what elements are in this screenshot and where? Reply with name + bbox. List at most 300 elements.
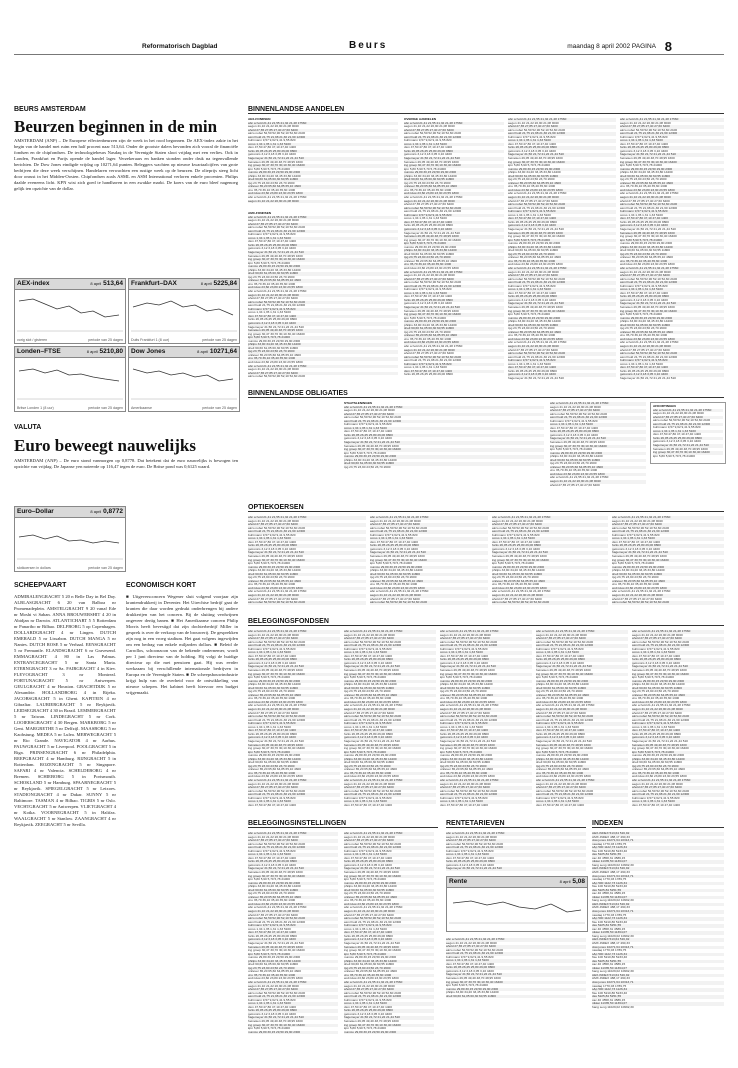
table-row: vnu 35,70 36,10 35,40 35,60 1300 [248, 582, 296, 587]
table-row: ahold 27,65 27,85 27,40 27,60 6400 [248, 786, 340, 790]
table-row: fortis 26,05 26,25 25,80 26,00 8800 [404, 299, 504, 303]
table-row: corus 1,34 1,35 1,31 1,33 5100 [632, 800, 724, 804]
table-row: ing groep 30,47 30,70 30,10 30,40 16400 [248, 673, 340, 677]
economisch-body: ■ Uitgeversconcern Wegener sluit volgend voorjaar zijn krantendrukkerij in Deventer. Het Utrechtse bedrijf gaat de kranten die daar worden gedrukt onderbrengen bij andere drukkerijen van het concern. Bij de sluiting verdwijnen ongeveer dertig banen. ■ Het Amerikaanse concern Philip Morris heeft bevestigd dat zijn dochterbedrijf Miller in gesprek is over de verkoop van de brouwerij. De gesprekken zijn nog in een vroeg stadium. Het gaat volgens ingewijden om een bedrag van enkele miljarden dollars. ■ Beleid de Carrollos, schoonzoon van de bekende ondernemer, wordt per 1 juni directeur van de holding. Hij volgt de huidige directeur op die met pensioen gaat. Hij was eerder werkzaam bij verschillende internationale bedrijven in Europa en de Verenigde Staten. ■ De scheepsbouwindustrie krijgt hulp van de overheid voor de ontwikkeling van nieuwe schepen. Het kabinet heeft hiervoor een budget vrijgemaakt. [126, 594, 238, 695]
table-row: asml hold 21,75 21,98 21,30 21,60 12300 [550, 416, 646, 420]
table-row: akzo nobel 52,50 52,90 52,10 52,60 2100 [492, 601, 608, 605]
table-row: shell 60,60 61,05 60,30 60,55 11800 [248, 345, 299, 350]
table-row: akzo nobel 52,50 52,90 52,10 52,60 2100 [492, 525, 550, 530]
table-row: ing groep 30,47 30,70 30,10 30,40 16400 [344, 448, 544, 452]
table-row: buhrmann 9,57 9,62 9,41 9,55 820 [344, 646, 392, 651]
table-row: numico 29,80 30,15 29,50 29,90 2300 [248, 680, 340, 684]
table-row: heineken 49,05 49,40 48,70 48,95 1600 [612, 554, 667, 559]
table-row: shell 60,60 61,05 60,30 60,55 11800 [344, 760, 395, 765]
table-row: dsm 47,50 47,80 47,10 47,40 1400 [620, 290, 668, 295]
publication-name: Reformatorisch Dagblad [142, 43, 218, 50]
table-row: ahold 27,65 27,85 27,40 27,60 6400 [248, 710, 298, 715]
table-row: dax 5225,84 5251,55 [592, 924, 724, 928]
table-row: kpn 5,80 5,90 5,70 5,78 21000 [344, 751, 436, 755]
table-row: fortis 26,05 26,25 25,80 26,00 8800 [344, 434, 544, 438]
table-row: getronics 3,12 3,18 3,05 3,10 4400 [508, 297, 556, 302]
table-row: tpg 23,75 23,90 23,50 23,70 2600 [248, 765, 340, 769]
table-row: tpg 23,75 23,90 23,50 23,70 2600 [344, 765, 436, 769]
table-row: abn a hold 21,41 21,55 21,32 21,48 17560 [370, 589, 429, 594]
table-row: shell 60,60 61,05 60,30 60,55 11800 [344, 462, 544, 466]
page-number: 8 [664, 39, 672, 54]
table-row: ing groep 30,47 30,70 30,10 30,40 16400 [492, 559, 608, 563]
table-row: dow jones 10271,64 10313,71 [592, 875, 724, 879]
table-row: philips 33,90 34,20 33,45 33,80 14200 [632, 758, 724, 762]
table-row: heineken 49,05 49,40 48,70 48,95 1600 [404, 159, 459, 164]
table-row: wolt kluw 23,60 23,80 23,30 23,55 1800 [440, 774, 495, 779]
table-row: abn a hold 21,41 21,55 21,32 21,48 17560 [404, 344, 463, 348]
table-row: getronics 3,12 3,18 3,05 3,10 4400 [536, 660, 584, 665]
table-row: ahold 27,65 27,85 27,40 27,60 6400 [344, 786, 436, 790]
table-row: dsm 47,50 47,80 47,10 47,40 1400 [344, 1004, 392, 1009]
table-row: vnu 35,70 36,10 35,40 35,60 1300 [248, 281, 296, 286]
chart-title: Euro–Dollar [17, 508, 54, 515]
table-row: ing groep 30,47 30,70 30,10 30,40 16400 [248, 559, 366, 563]
table-row: shell 60,60 61,05 60,30 60,55 11800 [404, 327, 504, 331]
table-row: abn a hold 21,41 21,55 21,32 21,48 17560 [508, 340, 567, 345]
table-row: dow jones 10271,64 10313,71 [592, 839, 724, 843]
table-row: abn a hold 21,41 21,55 21,32 21,48 17560 [248, 516, 366, 520]
table-row: hang seng 11029,02 10992,30 [592, 933, 634, 938]
table-row: asml hold 21,75 21,98 21,30 21,60 12300 [508, 132, 616, 136]
table-row: akzo nobel 52,50 52,90 52,10 52,60 2100 [440, 639, 498, 644]
table-row: akzo nobel 52,50 52,90 52,10 52,60 2100 [536, 788, 594, 793]
table-row: vnu 35,70 36,10 35,40 35,60 1300 [536, 772, 628, 776]
table-row: ftse 100 5210,80 5233,40 [592, 848, 628, 853]
table-row: fortis 26,05 26,25 25,80 26,00 8800 [446, 966, 586, 970]
table-row: ahold 27,65 27,85 27,40 27,60 6400 [248, 912, 298, 917]
table-row: aegon 21,10 21,22 20,90 21,08 9040 [632, 632, 683, 637]
table-row: ahold 27,65 27,85 27,40 27,60 6400 [632, 637, 724, 641]
table-row: vnu 35,70 36,10 35,40 35,60 1300 [344, 772, 436, 776]
table-row: unilever 65,20 65,60 64,85 65,10 4600 [344, 969, 397, 974]
table-row: ahold 27,65 27,85 27,40 27,60 6400 [508, 125, 616, 129]
table-row: asml hold 21,75 21,98 21,30 21,60 12300 [344, 717, 402, 722]
table-row: shell 60,60 61,05 60,30 60,55 11800 [440, 687, 532, 691]
table-row: kpn 5,80 5,90 5,70 5,78 21000 [344, 877, 386, 882]
table-row: corus 1,34 1,35 1,31 1,33 5100 [620, 288, 724, 292]
valuta-kicker: VALUTA [14, 424, 42, 431]
table-row: hagemeyer 21,50 21,72 21,22 21,44 510 [440, 665, 532, 669]
obligaties-table-2 [550, 402, 646, 492]
table-row: fortis 26,05 26,25 25,80 26,00 8800 [508, 146, 616, 150]
table-row: abn a hold 21,41 21,55 21,32 21,48 17560 [620, 118, 724, 122]
table-row: ahold 27,65 27,85 27,40 27,60 6400 [620, 274, 724, 278]
table-row: getronics 3,12 3,18 3,05 3,10 4400 [632, 660, 680, 665]
table-row: AMX-INDEX 488,17 490,33 [592, 976, 630, 981]
table-row: abn a hold 21,41 21,55 21,32 21,48 17560 [620, 191, 679, 196]
table-row: hagemeyer 21,50 21,72 21,22 21,44 510 [248, 738, 304, 743]
table-row: asml hold 21,75 21,98 21,30 21,60 12300 [404, 285, 504, 289]
table-row: unilever 65,20 65,60 64,85 65,10 4600 [248, 580, 366, 584]
table-row: ahold 27,65 27,85 27,40 27,60 6400 [248, 988, 338, 992]
table-row: getronics 3,12 3,18 3,05 3,10 4400 [620, 373, 724, 377]
table-row: getronics 3,12 3,18 3,05 3,10 4400 [248, 546, 296, 551]
table-row: corus 1,34 1,35 1,31 1,33 5100 [508, 139, 616, 143]
table-row: aegon 21,10 21,22 20,90 21,08 9040 [492, 518, 543, 523]
table-row: dsm 47,50 47,80 47,10 47,40 1400 [653, 432, 701, 437]
chart-value: 8 april 5225,84 [200, 280, 237, 287]
table-row: heineken 49,05 49,40 48,70 48,95 1600 [446, 976, 501, 981]
table-row: kpn 5,80 5,90 5,70 5,78 21000 [620, 163, 662, 168]
table-row: heineken 49,05 49,40 48,70 48,95 1600 [550, 440, 605, 445]
table-row: buhrmann 9,57 9,62 9,41 9,55 820 [404, 287, 452, 292]
table-row: AEX-INDEX 513,64 516,92 [592, 903, 724, 907]
table-row: corus 1,34 1,35 1,31 1,33 5100 [440, 651, 532, 655]
dow-jones-chart: Dow Jones 8 april 10271,64 Amerikaanse periode van 25 dagen [128, 346, 240, 412]
table-row: wolt kluw 23,60 23,80 23,30 23,55 1800 [370, 587, 488, 591]
table-row: buhrmann 9,57 9,62 9,41 9,55 820 [344, 422, 392, 427]
table-row: tpg 23,75 23,90 23,50 23,70 2600 [248, 967, 338, 971]
table-row: heineken 49,05 49,40 48,70 48,95 1600 [344, 946, 434, 950]
table-row: wolt kluw 23,60 23,80 23,30 23,55 1800 [612, 587, 724, 591]
table-row: nikkei 11335,50 11364,07 [592, 967, 724, 971]
table-row: dax 5225,84 5251,55 [592, 960, 724, 964]
table-row: aegon 21,10 21,22 20,90 21,08 9040 [440, 781, 491, 786]
table-row: AEX-INDEX 513,64 516,92 [592, 832, 724, 836]
newspaper-page [14, 38, 724, 1043]
table-row: getronics 3,12 3,18 3,05 3,10 4400 [404, 301, 452, 306]
table-row: ahold 27,65 27,85 27,40 27,60 6400 [248, 129, 398, 133]
table-row: aegon 21,10 21,22 20,90 21,08 9040 [550, 480, 646, 484]
table-row: kpn 5,80 5,90 5,70 5,78 21000 [370, 561, 412, 566]
table-row: abn a hold 21,41 21,55 21,32 21,48 17560 [404, 271, 504, 275]
table-row: philips 33,90 34,20 33,45 33,80 14200 [404, 173, 457, 178]
table-row: heineken 49,05 49,40 48,70 48,95 1600 [632, 744, 724, 748]
dax-index-chart: Frankfurt–DAX 8 april 5225,84 Duits Frankfurt 1 (8 uur) periode van 25 dagen [128, 278, 240, 344]
table-row: tpg 23,75 23,90 23,50 23,70 2600 [404, 180, 451, 185]
table-row: aegon 21,10 21,22 20,90 21,08 9040 [620, 345, 724, 349]
table-row: akzo nobel 52,50 52,90 52,10 52,60 2100 [248, 788, 306, 793]
table-row: shell 60,60 61,05 60,30 60,55 11800 [440, 760, 491, 765]
table-row: ahold 27,65 27,85 27,40 27,60 6400 [344, 637, 436, 641]
table-row: ing groep 30,47 30,70 30,10 30,40 16400 [620, 234, 677, 239]
table-row: numico 29,80 30,15 29,50 29,90 2300 [248, 265, 398, 269]
table-row: akzo nobel 52,50 52,90 52,10 52,60 2100 [620, 352, 724, 356]
table-row: fortis 26,05 26,25 25,80 26,00 8800 [370, 544, 488, 548]
table-row: hagemeyer 21,50 21,72 21,22 21,44 510 [508, 302, 616, 306]
fondsen-table-3 [440, 630, 532, 810]
table-row: dsm 47,50 47,80 47,10 47,40 1400 [612, 539, 660, 544]
table-row: buhrmann 9,57 9,62 9,41 9,55 820 [536, 795, 584, 800]
table-row: hagemeyer 21,50 21,72 21,22 21,44 510 [632, 738, 688, 743]
table-row: nasdaq 1770,03 1789,75 [592, 877, 627, 882]
table-row: aegon 21,10 21,22 20,90 21,08 9040 [248, 983, 299, 988]
table-row: numico 29,80 30,15 29,50 29,90 2300 [620, 168, 724, 172]
table-row: wolt kluw 23,60 23,80 23,30 23,55 1800 [344, 701, 436, 705]
table-row: buhrmann 9,57 9,62 9,41 9,55 820 [248, 997, 296, 1002]
table-row: kpn 5,80 5,90 5,70 5,78 21000 [248, 336, 398, 340]
table-row: aegon 21,10 21,22 20,90 21,08 9040 [632, 708, 724, 712]
table-row: s&p 500 1122,73 1126,34 [592, 988, 724, 992]
table-row: wolt kluw 23,60 23,80 23,30 23,55 1800 [492, 587, 608, 591]
table-row: akzo nobel 52,50 52,90 52,10 52,60 2100 [370, 525, 428, 530]
table-row: akzo nobel 52,50 52,90 52,10 52,60 2100 [344, 990, 402, 995]
table-row: getronics 3,12 3,18 3,05 3,10 4400 [404, 152, 452, 157]
table-row: aegon 21,10 21,22 20,90 21,08 9040 [344, 408, 395, 413]
table-row: shell 60,60 61,05 60,30 60,55 11800 [248, 889, 338, 893]
table-row: buhrmann 9,57 9,62 9,41 9,55 820 [632, 722, 724, 726]
table-row: kpn 5,80 5,90 5,70 5,78 21000 [620, 239, 724, 243]
table-row: buhrmann 9,57 9,62 9,41 9,55 820 [370, 532, 418, 537]
table-row: fortis 26,05 26,25 25,80 26,00 8800 [248, 1009, 338, 1013]
table-row: numico 29,80 30,15 29,50 29,90 2300 [344, 1031, 434, 1035]
table-row: ahold 27,65 27,85 27,40 27,60 6400 [248, 839, 338, 843]
fondsen-table-5 [632, 630, 724, 810]
table-row: asml hold 21,75 21,98 21,30 21,60 12300 [370, 530, 488, 534]
table-row: corus 1,34 1,35 1,31 1,33 5100 [620, 361, 663, 366]
table-row: getronics 3,12 3,18 3,05 3,10 4400 [536, 736, 628, 740]
table-row: hagemeyer 21,50 21,72 21,22 21,44 510 [248, 551, 366, 555]
table-row: aegon 21,10 21,22 20,90 21,08 9040 [344, 834, 395, 839]
table-row: shell 60,60 61,05 60,30 60,55 11800 [446, 995, 586, 999]
table-row: buhrmann 9,57 9,62 9,41 9,55 820 [536, 722, 628, 726]
table-row: ahold 27,65 27,85 27,40 27,60 6400 [536, 710, 586, 715]
table-row: hagemeyer 21,50 21,72 21,22 21,44 510 [653, 444, 723, 448]
table-row: akzo nobel 52,50 52,90 52,10 52,60 2100 [248, 301, 398, 305]
table-row: philips 33,90 34,20 33,45 33,80 14200 [620, 170, 673, 175]
table-row: getronics 3,12 3,18 3,05 3,10 4400 [248, 660, 296, 665]
table-row: aegon 21,10 21,22 20,90 21,08 9040 [404, 200, 504, 204]
table-row: fortis 26,05 26,25 25,80 26,00 8800 [653, 437, 723, 441]
table-row: numico 29,80 30,15 29,50 29,90 2300 [248, 955, 301, 960]
table-row: shell 60,60 61,05 60,30 60,55 11800 [536, 687, 628, 691]
table-row: wolt kluw 23,60 23,80 23,30 23,55 1800 [632, 774, 687, 779]
table-row: ahold 27,65 27,85 27,40 27,60 6400 [508, 198, 558, 203]
table-row: fortis 26,05 26,25 25,80 26,00 8800 [492, 544, 608, 548]
table-row: abn a hold 21,41 21,55 21,32 21,48 17560 [248, 779, 340, 783]
table-row: aegon 21,10 21,22 20,90 21,08 9040 [404, 349, 504, 353]
table-row: numico 29,80 30,15 29,50 29,90 2300 [248, 1031, 338, 1035]
table-row: nasdaq 1770,03 1789,75 [592, 948, 627, 953]
table-row: heineken 49,05 49,40 48,70 48,95 1600 [248, 870, 303, 875]
table-row: ing groep 30,47 30,70 30,10 30,40 16400 [536, 746, 593, 751]
table-row: buhrmann 9,57 9,62 9,41 9,55 820 [248, 924, 338, 928]
table-row: numico 29,80 30,15 29,50 29,90 2300 [344, 882, 434, 886]
table-row: ahold 27,65 27,85 27,40 27,60 6400 [404, 202, 454, 207]
section-title: Beurs [349, 40, 388, 51]
table-row: tpg 23,75 23,90 23,50 23,70 2600 [508, 326, 555, 331]
table-row: vnu 35,70 36,10 35,40 35,60 1300 [440, 772, 532, 776]
table-row: fortis 26,05 26,25 25,80 26,00 8800 [612, 544, 724, 548]
table-row: vnu 35,70 36,10 35,40 35,60 1300 [508, 260, 616, 264]
aex-fondsen-table: AEX-FONDSEN abn a hold 21,41 21,55 21,32 21,48 17560 aegon 21,10 21,22 20,90 21,08 9040 ahold 27,65 27,85 27,40 27,60 6400 akzo nobel 52,50 52,90 52,10 52,60 2100 asml hold 21,75 21,98 21,30 21,60 12300 buhrmann 9,57 9,62 9,41 9,55 820 corus 1,34 1,35 1,31 1,33 5100 dsm 47,50 47,80 47,10 47,40 1400 fortis 26,05 26,25 25,80 26,00 8800 getronics 3,12 3,18 3,05 3,10 4400 hagemeyer 21,50 21,72 21,22 21,44 510 heineken 49,05 49,40 48,70 48,95 1600 ing groep 30,47 30,70 30,10 30,40 16400 kpn 5,80 5,90 5,70 5,78 21000 numico 29,80 30,15 29,50 29,90 2300 philips 33,90 34,20 33,45 33,80 14200 shell 60,60 61,05 60,30 60,55 11800 tpg 23,75 23,90 23,50 23,70 2600 unilever 65,20 65,60 64,85 65,10 4600 vnu 35,70 36,10 35,40 35,60 1300 wolt kluw 23,60 23,80 23,30 23,55 1800 abn a hold 21,41 21,55 21,32 21,48 17560 aegon 21,10 21,22 20,90 21,08 9040 [248, 118, 398, 208]
table-row: kpn 5,80 5,90 5,70 5,78 21000 [508, 239, 616, 243]
table-row: fortis 26,05 26,25 25,80 26,00 8800 [344, 658, 436, 662]
table-row: numico 29,80 30,15 29,50 29,90 2300 [404, 320, 504, 324]
table-row: abn a hold 21,41 21,55 21,32 21,48 17560 [536, 779, 628, 783]
table-row: ftse 100 5210,80 5233,40 [592, 919, 628, 924]
table-row: s&p 500 1122,73 1126,34 [592, 882, 724, 886]
table-row: philips 33,90 34,20 33,45 33,80 14200 [404, 322, 457, 327]
scheepvaart-kicker: SCHEEPVAART [14, 582, 67, 589]
table-row: ahold 27,65 27,85 27,40 27,60 6400 [344, 912, 394, 917]
table-row: akzo nobel 52,50 52,90 52,10 52,60 2100 [550, 411, 608, 416]
aandelen-heading: BINNENLANDSE AANDELEN [248, 106, 724, 114]
table-row: akzo nobel 52,50 52,90 52,10 52,60 2100 [446, 841, 504, 846]
table-row: heineken 49,05 49,40 48,70 48,95 1600 [536, 668, 591, 673]
table-row: s&p 500 1122,73 1126,34 [592, 846, 724, 850]
table-row: akzo nobel 52,50 52,90 52,10 52,60 2100 [248, 841, 306, 846]
table-row: numico 29,80 30,15 29,50 29,90 2300 [536, 753, 589, 758]
table-row: getronics 3,12 3,18 3,05 3,10 4400 [446, 862, 494, 867]
table-row: buhrmann 9,57 9,62 9,41 9,55 820 [248, 722, 340, 726]
table-row: abn a hold 21,41 21,55 21,32 21,48 17560 [508, 191, 567, 196]
table-row: getronics 3,12 3,18 3,05 3,10 4400 [344, 1011, 392, 1016]
overige-aandelen-table: OVERIGE AANDELEN abn a hold 21,41 21,55 21,32 21,48 17560 aegon 21,10 21,22 20,90 21,08 9040 ahold 27,65 27,85 27,40 27,60 6400 akzo nobel 52,50 52,90 52,10 52,60 2100 asml hold 21,75 21,98 21,30 21,60 12300 buhrmann 9,57 9,62 9,41 9,55 820 corus 1,34 1,35 1,31 1,33 5100 dsm 47,50 47,80 47,10 47,40 1400 fortis 26,05 26,25 25,80 26,00 8800 getronics 3,12 3,18 3,05 3,10 4400 hagemeyer 21,50 21,72 21,22 21,44 510 heineken 49,05 49,40 48,70 48,95 1600 ing groep 30,47 30,70 30,10 30,40 16400 kpn 5,80 5,90 5,70 5,78 21000 numico 29,80 30,15 29,50 29,90 2300 philips 33,90 34,20 33,45 33,80 14200 shell 60,60 61,05 60,30 60,55 11800 tpg 23,75 23,90 23,50 23,70 2600 unilever 65,20 65,60 64,85 65,10 4600 vnu 35,70 36,10 35,40 35,60 1300 wolt kluw 23,60 23,80 23,30 23,55 1800 abn a hold 21,41 21,55 21,32 21,48 17560 aegon 21,10 21,22 20,90 21,08 9040 ahold 27,65 27,85 27,40 27,60 6400 akzo nobel 52,50 52,90 52,10 52,60 2100 asml hold 21,75 21,98 21,30 21,60 12300 buhrmann 9,57 9,62 9,41 9,55 820 corus 1,34 1,35 1,31 1,33 5100 dsm 47,50 47,80 47,10 47,40 1400 fortis 26,05 26,25 25,80 26,00 8800 getronics 3,12 3,18 3,05 3,10 4400 hagemeyer 21,50 21,72 21,22 21,44 510 heineken 49,05 49,40 48,70 48,95 1600 ing groep 30,47 30,70 30,10 30,40 16400 kpn 5,80 5,90 5,70 5,78 21000 numico 29,80 30,15 29,50 29,90 2300 philips 33,90 34,20 33,45 33,80 14200 shell 60,60 61,05 60,30 60,55 11800 tpg 23,75 23,90 23,50 23,70 2600 unilever 65,20 65,60 64,85 65,10 4600 vnu 35,70 36,10 35,40 35,60 1300 wolt kluw 23,60 23,80 23,30 23,55 1800 abn a hold 21,41 21,55 21,32 21,48 17560 aegon 21,10 21,22 20,90 21,08 9040 ahold 27,65 27,85 27,40 27,60 6400 akzo nobel 52,50 52,90 52,10 52,60 2100 asml hold 21,75 21,98 21,30 21,60 12300 buhrmann 9,57 9,62 9,41 9,55 820 corus 1,34 1,35 1,31 1,33 5100 dsm 47,50 47,80 47,10 47,40 1400 fortis 26,05 26,25 25,80 26,00 8800 getronics 3,12 3,18 3,05 3,10 4400 hagemeyer 21,50 21,72 21,22 21,44 510 heineken 49,05 49,40 48,70 48,95 1600 ing groep 30,47 30,70 30,10 30,40 16400 kpn 5,80 5,90 5,70 5,78 21000 numico 29,80 30,15 29,50 29,90 2300 philips 33,90 34,20 33,45 33,80 14200 shell 60,60 61,05 60,30 60,55 11800 tpg 23,75 23,90 23,50 23,70 2600 unilever 65,20 65,60 64,85 65,10 4600 vnu 35,70 36,10 35,40 35,60 1300 wolt kluw 23,60 23,80 23,30 23,55 1800 abn a hold 21,41 21,55 21,32 21,48 17560 aegon 21,10 21,22 20,90 21,08 9040 ahold 27,65 27,85 27,40 27,60 6400 akzo nobel 52,50 52,90 52,10 52,60 2100 asml hold 21,75 21,98 21,30 21,60 12300 buhrmann 9,57 9,62 9,41 9,55 820 corus 1,34 1,35 1,31 1,33 5100 dsm 47,50 47,80 47,10 47,40 1400 fortis 26,05 26,25 25,80 26,00 8800 [404, 118, 504, 382]
table-row: heineken 49,05 49,40 48,70 48,95 1600 [248, 668, 303, 673]
table-row: buhrmann 9,57 9,62 9,41 9,55 820 [344, 924, 434, 928]
table-row: akzo nobel 52,50 52,90 52,10 52,60 2100 [404, 356, 504, 360]
table-row: abn a hold 21,41 21,55 21,32 21,48 17560 [344, 981, 434, 985]
table-row: unilever 65,20 65,60 64,85 65,10 4600 [248, 969, 301, 974]
table-row: fortis 26,05 26,25 25,80 26,00 8800 [248, 658, 340, 662]
table-row: nasdaq 1770,03 1789,75 [592, 983, 627, 988]
table-row: ahold 27,65 27,85 27,40 27,60 6400 [248, 223, 398, 227]
table-row: asml hold 21,75 21,98 21,30 21,60 12300 [248, 644, 340, 648]
table-row: ing groep 30,47 30,70 30,10 30,40 16400 [248, 164, 398, 168]
chart-value: 8 april 10271,64 [197, 348, 237, 355]
table-row: kpn 5,80 5,90 5,70 5,78 21000 [440, 675, 482, 680]
table-row: ahold 27,65 27,85 27,40 27,60 6400 [620, 125, 724, 129]
table-row: tpg 23,75 23,90 23,50 23,70 2600 [248, 575, 295, 580]
table-row: kpn 5,80 5,90 5,70 5,78 21000 [492, 561, 534, 566]
table-row: fortis 26,05 26,25 25,80 26,00 8800 [248, 244, 398, 248]
table-row: ing groep 30,47 30,70 30,10 30,40 16400 [370, 559, 488, 563]
table-row: tpg 23,75 23,90 23,50 23,70 2600 [344, 891, 391, 896]
table-row: heineken 49,05 49,40 48,70 48,95 1600 [492, 554, 547, 559]
table-row: vnu 35,70 36,10 35,40 35,60 1300 [344, 696, 392, 701]
table-row: aegon 21,10 21,22 20,90 21,08 9040 [248, 367, 299, 372]
table-row: heineken 49,05 49,40 48,70 48,95 1600 [370, 554, 425, 559]
table-row: corus 1,34 1,35 1,31 1,33 5100 [344, 724, 387, 729]
table-row: buhrmann 9,57 9,62 9,41 9,55 820 [620, 134, 668, 139]
table-row: akzo nobel 52,50 52,90 52,10 52,60 2100 [404, 131, 462, 136]
table-row: heineken 49,05 49,40 48,70 48,95 1600 [508, 156, 563, 161]
economisch-kicker: ECONOMISCH KORT [126, 582, 196, 589]
table-row: vnu 35,70 36,10 35,40 35,60 1300 [550, 468, 598, 473]
optie-table-1 [248, 516, 366, 606]
table-row: buhrmann 9,57 9,62 9,41 9,55 820 [404, 138, 452, 143]
table-row: hagemeyer 21,50 21,72 21,22 21,44 510 [248, 324, 304, 329]
table-row: akzo nobel 52,50 52,90 52,10 52,60 2100 [404, 207, 504, 211]
table-row: shell 60,60 61,05 60,30 60,55 11800 [370, 573, 488, 577]
table-row: getronics 3,12 3,18 3,05 3,10 4400 [248, 322, 398, 326]
table-row: ing groep 30,47 30,70 30,10 30,40 16400 [248, 258, 398, 262]
table-row: ahold 27,65 27,85 27,40 27,60 6400 [632, 710, 682, 715]
table-row: ahold 27,65 27,85 27,40 27,60 6400 [344, 413, 544, 417]
table-row: abn a hold 21,41 21,55 21,32 21,48 17560 [248, 981, 338, 985]
table-row: kpn 5,80 5,90 5,70 5,78 21000 [344, 953, 434, 957]
table-row: shell 60,60 61,05 60,30 60,55 11800 [344, 889, 434, 893]
table-row: ahold 27,65 27,85 27,40 27,60 6400 [344, 710, 394, 715]
table-row: dax 5225,84 5251,55 [592, 889, 724, 893]
table-row: abn a hold 21,41 21,55 21,32 21,48 17560 [248, 122, 398, 126]
table-row: akzo nobel 52,50 52,90 52,10 52,60 2100 [440, 715, 532, 719]
table-row: asml hold 21,75 21,98 21,30 21,60 12300 [248, 230, 398, 234]
table-row: getronics 3,12 3,18 3,05 3,10 4400 [440, 736, 532, 740]
table-row: wolt kluw 23,60 23,80 23,30 23,55 1800 [404, 341, 504, 345]
table-row: dsm 47,50 47,80 47,10 47,40 1400 [248, 239, 296, 244]
table-row: abn a hold 21,41 21,55 21,32 21,48 17560 [508, 267, 616, 271]
table-row: corus 1,34 1,35 1,31 1,33 5100 [632, 724, 675, 729]
table-row: fortis 26,05 26,25 25,80 26,00 8800 [620, 219, 669, 224]
table-row: buhrmann 9,57 9,62 9,41 9,55 820 [508, 283, 556, 288]
table-row: asml hold 21,75 21,98 21,30 21,60 12300 [632, 793, 724, 797]
chart-title: Dow Jones [131, 348, 166, 355]
table-row: wolt kluw 23,60 23,80 23,30 23,55 1800 [536, 701, 628, 705]
table-row: akzo nobel 52,50 52,90 52,10 52,60 2100 [620, 276, 678, 281]
lead-kicker: BEURS AMSTERDAM [14, 106, 86, 113]
table-row: fortis 26,05 26,25 25,80 26,00 8800 [508, 219, 557, 224]
table-row: kpn 5,80 5,90 5,70 5,78 21000 [632, 751, 724, 755]
table-row: AMX-INDEX 488,17 490,33 [592, 940, 630, 945]
table-row: ing groep 30,47 30,70 30,10 30,40 16400 [344, 948, 401, 953]
table-row: asml hold 21,75 21,98 21,30 21,60 12300 [620, 132, 724, 136]
table-row: numico 29,80 30,15 29,50 29,90 2300 [550, 452, 646, 456]
table-row: akzo nobel 52,50 52,90 52,10 52,60 2100 [404, 280, 462, 285]
table-row: kpn 5,80 5,90 5,70 5,78 21000 [248, 260, 290, 265]
table-row: asml hold 21,75 21,98 21,30 21,60 12300 [344, 420, 544, 424]
table-row: unilever 65,20 65,60 64,85 65,10 4600 [620, 255, 673, 260]
table-row: ahold 27,65 27,85 27,40 27,60 6400 [536, 786, 628, 790]
table-row: nikkei 11335,50 11364,07 [592, 931, 724, 935]
table-row: heineken 49,05 49,40 48,70 48,95 1600 [344, 744, 436, 748]
table-row: asml hold 21,75 21,98 21,30 21,60 12300 [612, 530, 724, 534]
table-row: wolt kluw 23,60 23,80 23,30 23,55 1800 [508, 338, 616, 342]
chart-title: Frankfurt–DAX [131, 280, 177, 287]
table-row: ing groep 30,47 30,70 30,10 30,40 16400 [248, 746, 305, 751]
fondsen-table-2 [344, 630, 436, 810]
table-row: asml hold 21,75 21,98 21,30 21,60 12300 [620, 354, 678, 359]
table-row: aegon 21,10 21,22 20,90 21,08 9040 [620, 120, 671, 125]
table-row: kpn 5,80 5,90 5,70 5,78 21000 [508, 312, 550, 317]
table-row: dsm 47,50 47,80 47,10 47,40 1400 [404, 370, 504, 374]
table-row: unilever 65,20 65,60 64,85 65,10 4600 [536, 694, 628, 698]
table-row: dsm 47,50 47,80 47,10 47,40 1400 [344, 855, 392, 860]
table-row: dsm 47,50 47,80 47,10 47,40 1400 [446, 961, 494, 966]
table-row: akzo nobel 52,50 52,90 52,10 52,60 2100 [370, 601, 488, 605]
table-row: kpn 5,80 5,90 5,70 5,78 21000 [404, 166, 446, 171]
table-row: akzo nobel 52,50 52,90 52,10 52,60 2100 [536, 715, 628, 719]
table-row: tpg 23,75 23,90 23,50 23,70 2600 [248, 350, 398, 354]
table-row: corus 1,34 1,35 1,31 1,33 5100 [248, 926, 291, 931]
table-row: corus 1,34 1,35 1,31 1,33 5100 [492, 537, 608, 541]
table-row: ahold 27,65 27,85 27,40 27,60 6400 [344, 839, 434, 843]
table-row: asml hold 21,75 21,98 21,30 21,60 12300 [248, 136, 398, 140]
table-row: dsm 47,50 47,80 47,10 47,40 1400 [508, 366, 616, 370]
table-row: asml hold 21,75 21,98 21,30 21,60 12300 [344, 995, 434, 999]
instellingen-table-1 [248, 832, 338, 1037]
table-row: philips 33,90 34,20 33,45 33,80 14200 [446, 990, 499, 995]
table-row: vnu 35,70 36,10 35,40 35,60 1300 [344, 974, 434, 978]
table-row: unilever 65,20 65,60 64,85 65,10 4600 [248, 279, 398, 283]
table-row: numico 29,80 30,15 29,50 29,90 2300 [632, 680, 724, 684]
table-row: hagemeyer 21,50 21,72 21,22 21,44 510 [248, 940, 304, 945]
table-row: numico 29,80 30,15 29,50 29,90 2300 [248, 753, 301, 758]
table-row: nikkei 11335,50 11364,07 [592, 896, 724, 900]
table-row: unilever 65,20 65,60 64,85 65,10 4600 [508, 255, 561, 260]
table-row: asml hold 21,75 21,98 21,30 21,60 12300 [508, 205, 566, 210]
table-row: asml hold 21,75 21,98 21,30 21,60 12300 [404, 209, 462, 214]
table-row: aegon 21,10 21,22 20,90 21,08 9040 [508, 345, 616, 349]
table-row: hagemeyer 21,50 21,72 21,22 21,44 510 [508, 375, 564, 380]
table-row: kpn 5,80 5,90 5,70 5,78 21000 [612, 561, 654, 566]
